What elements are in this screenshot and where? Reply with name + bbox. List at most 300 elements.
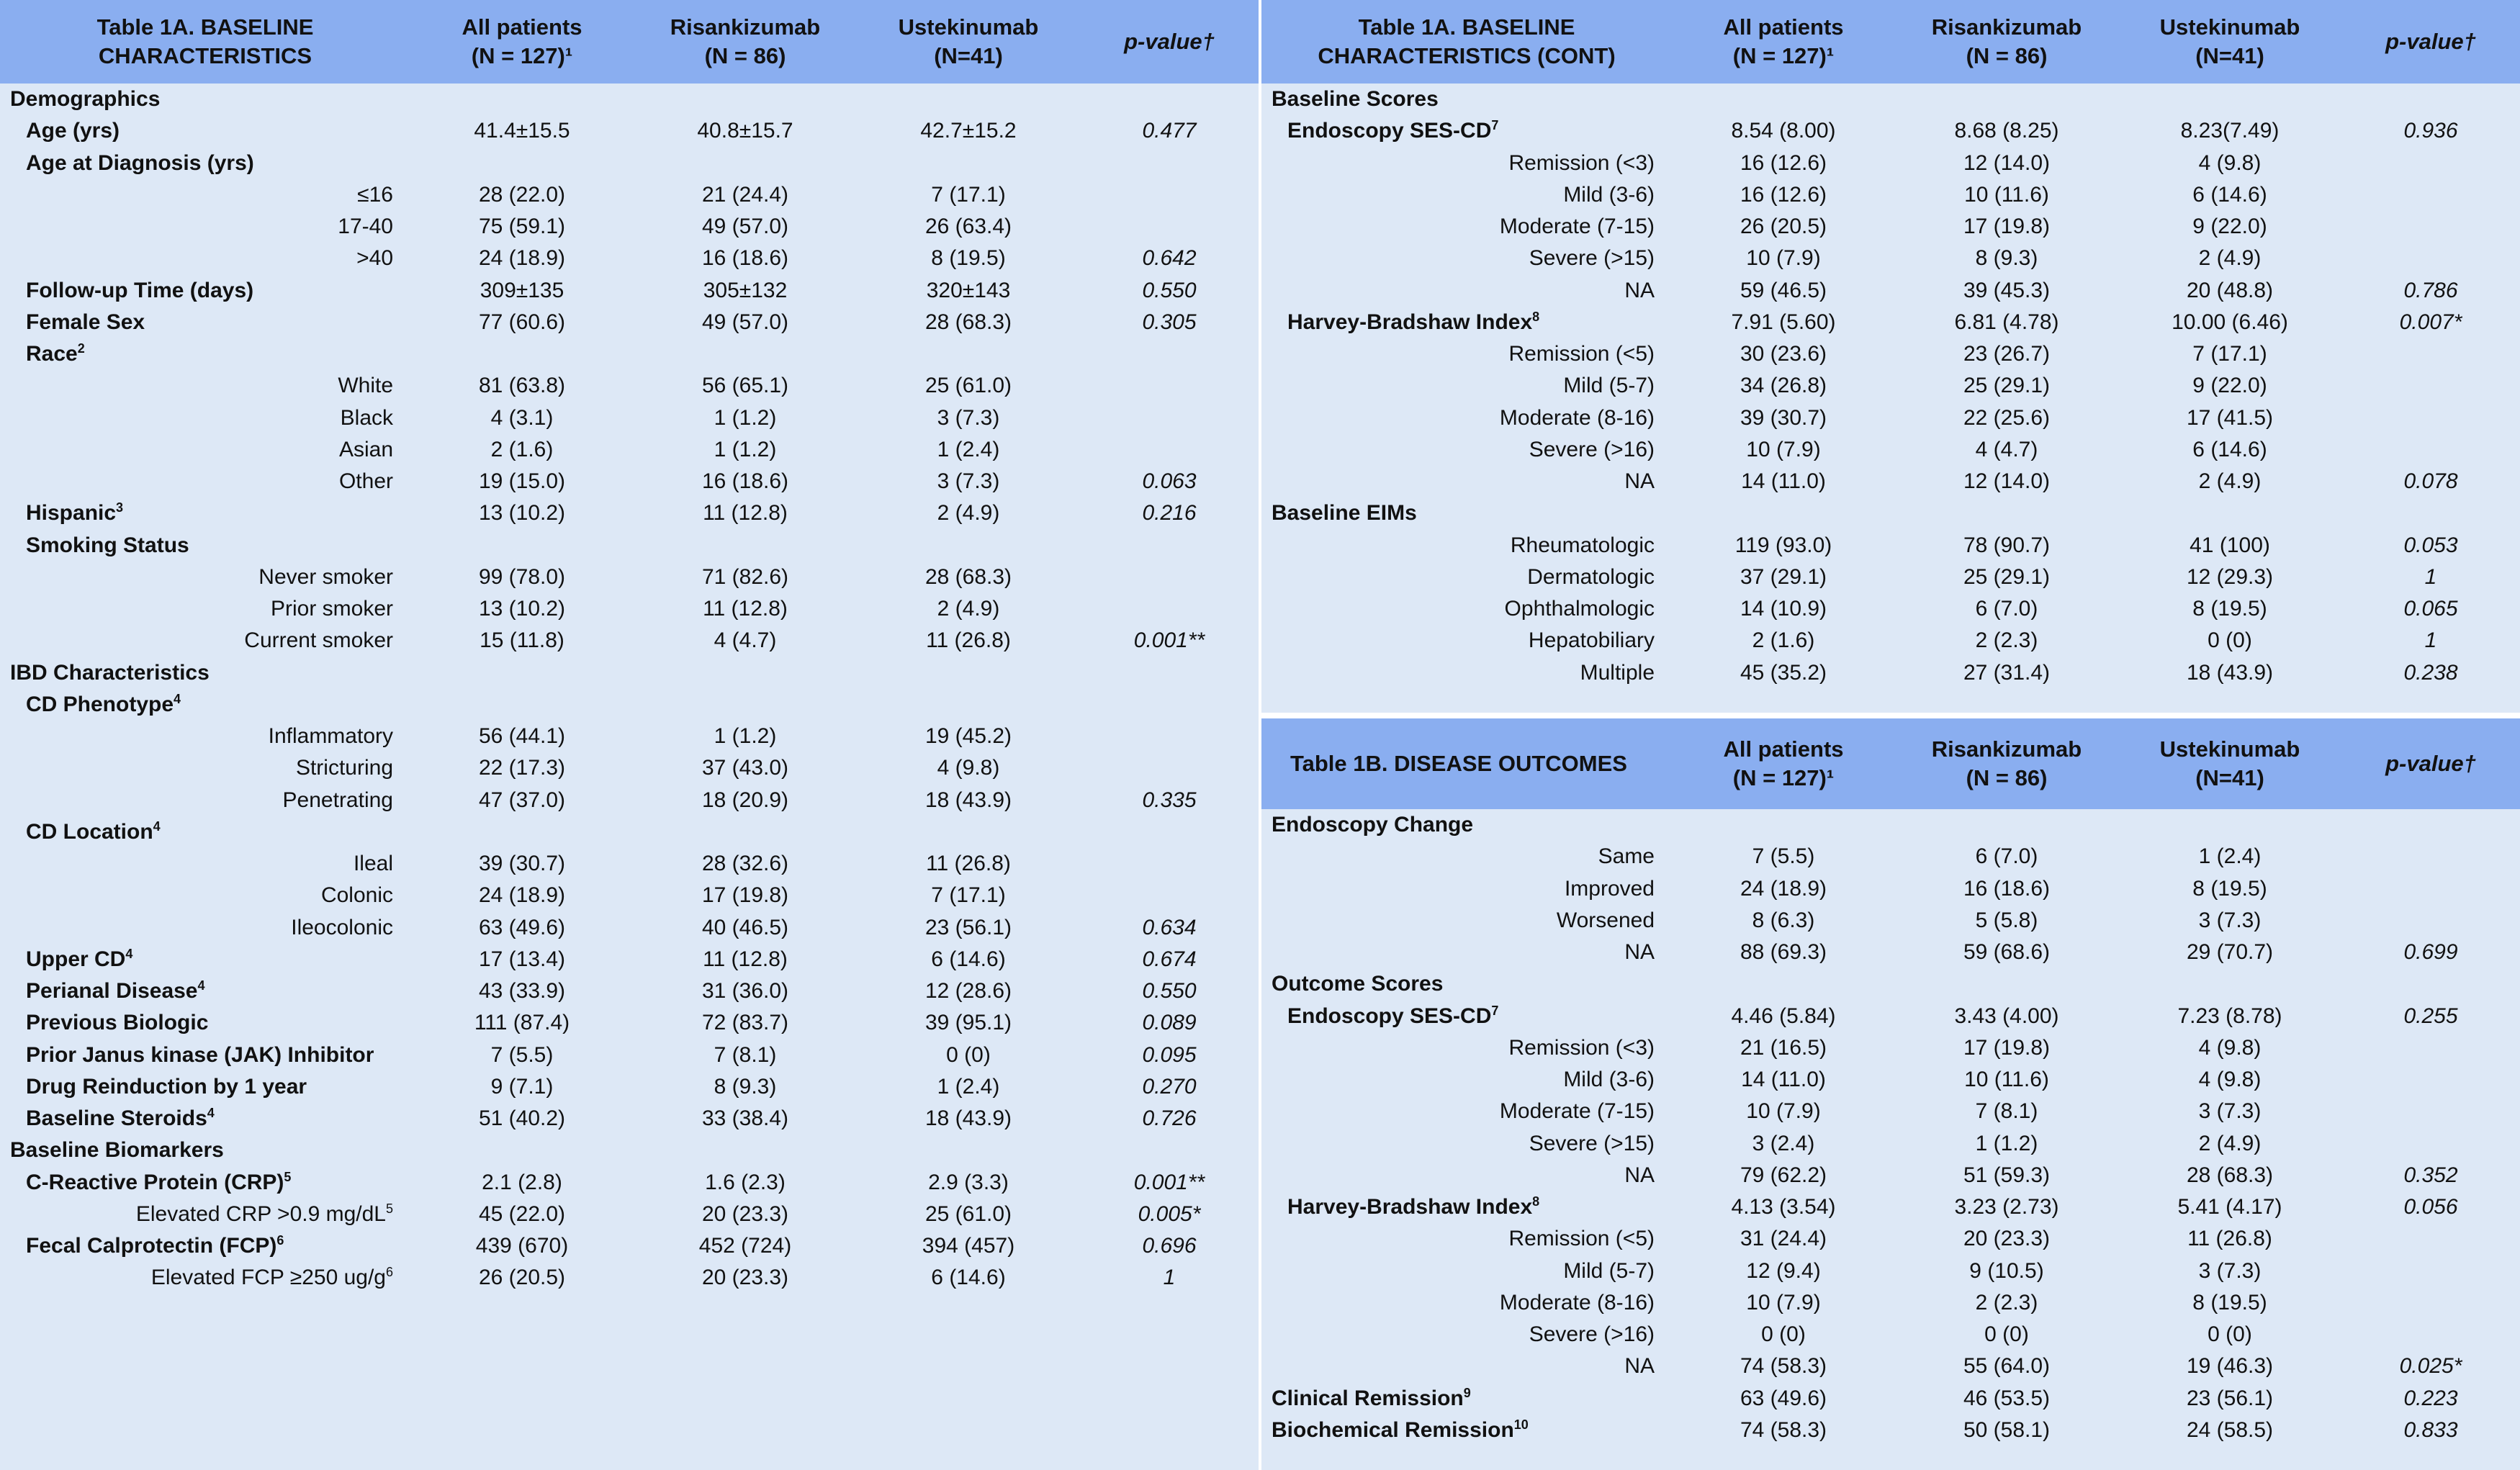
table-row — [0, 466, 1259, 497]
p-value: 0.477 — [1142, 119, 1197, 143]
table-row — [0, 1135, 1259, 1166]
p-value: 0.007* — [2399, 310, 2462, 334]
risankizumab-value: 4 (4.7) — [1975, 437, 2038, 461]
row-label — [1261, 562, 1672, 593]
table-row — [0, 530, 1259, 562]
row-label-text: Hispanic — [26, 501, 117, 526]
row-label — [1261, 1001, 1672, 1032]
row-label-text: Baseline EIMs — [1272, 501, 1417, 526]
risankizumab-value: 56 (65.1) — [701, 374, 789, 398]
table-1a-body — [0, 84, 1259, 1294]
table-row — [0, 1199, 1259, 1230]
footnote-marker: 3 — [116, 500, 124, 515]
row-label-text: NA — [1624, 940, 1655, 965]
p-value — [2341, 179, 2520, 211]
risankizumab-value: 71 (82.6) — [701, 564, 789, 589]
risankizumab-value — [634, 338, 857, 370]
ustekinumab-value: 4 (9.8) — [937, 756, 1000, 780]
all-patients-value: 10 (7.9) — [1746, 1099, 1821, 1124]
row-label-text: ≤16 — [357, 182, 393, 207]
row-label — [0, 1262, 410, 1294]
row-label-text: Remission (<3) — [1508, 1035, 1655, 1060]
risankizumab-value — [634, 148, 857, 179]
p-value: 1 — [2424, 564, 2437, 589]
risankizumab-value — [634, 1135, 857, 1166]
ustekinumab-value: 6 (14.6) — [931, 1266, 1006, 1290]
p-value — [1080, 84, 1259, 115]
p-value — [2341, 1064, 2520, 1096]
row-label-text: Baseline Scores — [1272, 87, 1439, 112]
row-label — [0, 1135, 410, 1166]
ustekinumab-value: 8 (19.5) — [2192, 876, 2267, 901]
ustekinumab-value: 25 (61.0) — [924, 1201, 1012, 1226]
ustekinumab-value: 7 (17.1) — [2192, 342, 2267, 366]
row-label — [1261, 841, 1672, 872]
table-row — [0, 1071, 1259, 1103]
p-value — [2341, 905, 2520, 937]
all-patients-value: 37 (29.1) — [1740, 564, 1827, 589]
ustekinumab-value: 18 (43.9) — [924, 788, 1012, 812]
all-patients-value: 16 (12.6) — [1740, 182, 1827, 207]
table-1b-title: Table 1B. DISEASE OUTCOMES — [1290, 751, 1627, 776]
p-value: 0.642 — [1142, 246, 1197, 271]
ustekinumab-value: 29 (70.7) — [2186, 940, 2274, 965]
all-patients-value: 24 (18.9) — [478, 246, 566, 271]
p-value: 0.305 — [1142, 310, 1197, 334]
row-label-text: Previous Biologic — [26, 1011, 209, 1035]
ustekinumab-value: 2 (4.9) — [2198, 246, 2262, 271]
all-patients-value: 30 (23.6) — [1740, 342, 1827, 366]
table-row — [1261, 905, 2520, 937]
row-label — [0, 148, 410, 179]
p-value — [2341, 243, 2520, 274]
all-patients-value: 21 (16.5) — [1740, 1035, 1827, 1060]
risankizumab-value: 8.68 (8.25) — [1954, 119, 2059, 143]
ustekinumab-value: 2 (4.9) — [937, 501, 1000, 526]
row-label — [0, 562, 410, 593]
p-value — [1080, 689, 1259, 721]
row-label-text: Demographics — [10, 87, 161, 112]
p-value — [2341, 1128, 2520, 1160]
table-row — [1261, 873, 2520, 905]
table-row — [0, 211, 1259, 243]
row-label-text: IBD Characteristics — [10, 660, 210, 685]
table-row — [0, 148, 1259, 179]
ustekinumab-value: 8.23(7.49) — [2180, 119, 2280, 143]
risankizumab-value: 3.23 (2.73) — [1954, 1195, 2059, 1219]
table-row — [0, 785, 1259, 816]
all-patients-value — [1672, 84, 1895, 115]
row-label-text: Moderate (8-16) — [1499, 405, 1655, 430]
risankizumab-value: 6.81 (4.78) — [1954, 310, 2059, 334]
table-row — [0, 1103, 1259, 1135]
row-label — [1261, 1032, 1672, 1064]
all-patients-value: 31 (24.4) — [1740, 1227, 1827, 1251]
table-row — [1261, 1191, 2520, 1223]
footnote-marker: 5 — [284, 1169, 292, 1184]
ustekinumab-value: 2.9 (3.3) — [928, 1170, 1009, 1194]
table-row — [1261, 1415, 2520, 1446]
table-row — [1261, 968, 2520, 1000]
row-label — [0, 689, 410, 721]
ustekinumab-value: 8 (19.5) — [931, 246, 1006, 271]
ustekinumab-value: 5.41 (4.17) — [2177, 1195, 2282, 1219]
all-patients-value: 13 (10.2) — [478, 501, 566, 526]
ustekinumab-value: 1 (2.4) — [937, 437, 1000, 461]
risankizumab-value — [634, 657, 857, 689]
p-value — [2341, 434, 2520, 466]
row-label-text: Dermatologic — [1527, 564, 1655, 589]
table-row — [0, 848, 1259, 880]
row-label-text: Other — [338, 469, 393, 494]
ustekinumab-value: 0 (0) — [946, 1042, 991, 1067]
col-all-patients: All patients (N = 127)¹ — [1723, 14, 1844, 68]
ustekinumab-value: 24 (58.5) — [2186, 1417, 2274, 1442]
ustekinumab-value: 4 (9.8) — [2198, 1068, 2262, 1092]
all-patients-value: 41.4±15.5 — [474, 119, 570, 143]
p-value: 0.025* — [2399, 1354, 2462, 1379]
row-label — [0, 912, 410, 944]
all-patients-value — [410, 1135, 634, 1166]
row-label — [1261, 1096, 1672, 1127]
table-row — [1261, 466, 2520, 497]
p-value: 0.238 — [2403, 660, 2458, 685]
row-label-text: Outcome Scores — [1272, 972, 1444, 996]
row-label-text: C-Reactive Protein (CRP) — [26, 1170, 284, 1194]
p-value — [2341, 84, 2520, 115]
p-value — [1080, 179, 1259, 211]
row-label-text: White — [338, 374, 393, 398]
all-patients-value: 7 (5.5) — [1752, 844, 1815, 869]
ustekinumab-value: 19 (45.2) — [924, 724, 1012, 749]
risankizumab-value: 16 (18.6) — [701, 246, 789, 271]
row-label — [0, 880, 410, 911]
p-value: 0.078 — [2403, 469, 2458, 494]
all-patients-value: 39 (30.7) — [1740, 405, 1827, 430]
row-label-text: Asian — [338, 437, 393, 461]
footnote-marker: 6 — [276, 1233, 284, 1248]
risankizumab-value: 7 (8.1) — [1975, 1099, 2038, 1124]
all-patients-value: 17 (13.4) — [478, 947, 566, 971]
row-label — [1261, 148, 1672, 179]
ustekinumab-value — [857, 84, 1080, 115]
row-label — [0, 816, 410, 848]
table-row — [0, 243, 1259, 274]
table-row — [1261, 434, 2520, 466]
p-value — [1080, 148, 1259, 179]
p-value: 0.089 — [1142, 1011, 1197, 1035]
row-label-text: Severe (>15) — [1529, 246, 1655, 271]
table-1a-cont-title: Table 1A. BASELINE CHARACTERISTICS (CONT) — [1318, 14, 1616, 68]
p-value: 0.095 — [1142, 1042, 1197, 1067]
col-p-value: p-value† — [2385, 29, 2476, 54]
row-label-text: Same — [1598, 844, 1655, 869]
row-label — [0, 1199, 410, 1230]
all-patients-value: 34 (26.8) — [1740, 374, 1827, 398]
ustekinumab-value: 20 (48.8) — [2186, 278, 2274, 302]
ustekinumab-value: 28 (68.3) — [2186, 1163, 2274, 1187]
ustekinumab-value — [857, 530, 1080, 562]
table-row — [0, 975, 1259, 1007]
risankizumab-value: 51 (59.3) — [1963, 1163, 2051, 1187]
row-label-text: Female Sex — [26, 310, 145, 334]
table-row — [1261, 370, 2520, 402]
ustekinumab-value: 6 (14.6) — [931, 947, 1006, 971]
all-patients-value: 74 (58.3) — [1740, 1417, 1827, 1442]
col-risankizumab: Risankizumab (N = 86) — [670, 14, 821, 68]
table-1b-header-row — [1261, 718, 2520, 809]
row-label — [0, 1007, 410, 1039]
table-1a-cont — [1261, 0, 2520, 689]
footnote-marker: 4 — [174, 691, 181, 706]
risankizumab-value: 1 (1.2) — [714, 437, 777, 461]
p-value — [1080, 721, 1259, 752]
ustekinumab-value — [857, 689, 1080, 721]
p-value: 0.726 — [1142, 1106, 1197, 1131]
all-patients-value — [410, 657, 634, 689]
footnote-marker: 4 — [153, 819, 161, 834]
table-1a-title: Table 1A. BASELINE CHARACTERISTICS — [96, 14, 314, 68]
ustekinumab-value: 11 (26.8) — [2187, 1227, 2272, 1251]
p-value — [2341, 1255, 2520, 1287]
ustekinumab-value: 42.7±15.2 — [920, 119, 1017, 143]
risankizumab-value: 1 (1.2) — [714, 724, 777, 749]
row-label — [0, 1103, 410, 1135]
ustekinumab-value: 3 (7.3) — [937, 469, 1000, 494]
ustekinumab-value — [857, 657, 1080, 689]
p-value: 0.696 — [1142, 1234, 1197, 1258]
p-value — [1080, 211, 1259, 243]
ustekinumab-value: 394 (457) — [922, 1234, 1015, 1258]
risankizumab-value — [634, 530, 857, 562]
risankizumab-value: 18 (20.9) — [701, 788, 789, 812]
all-patients-value: 15 (11.8) — [480, 628, 564, 653]
row-label-text: CD Phenotype — [26, 692, 174, 716]
table-row — [1261, 211, 2520, 243]
risankizumab-value: 59 (68.6) — [1963, 940, 2051, 965]
row-label — [1261, 243, 1672, 274]
row-label-text: Colonic — [320, 883, 393, 908]
ustekinumab-value: 41 (100) — [2190, 533, 2270, 557]
ustekinumab-value — [2118, 968, 2341, 1000]
all-patients-value: 119 (93.0) — [1734, 533, 1832, 557]
footnote-marker: 4 — [197, 978, 205, 993]
p-value — [1080, 880, 1259, 911]
row-label-text: Upper CD — [26, 947, 126, 971]
p-value: 0.833 — [2403, 1417, 2458, 1442]
row-label — [1261, 338, 1672, 370]
risankizumab-value: 49 (57.0) — [701, 310, 789, 334]
row-label-text: Severe (>16) — [1529, 437, 1655, 461]
ustekinumab-value — [857, 816, 1080, 848]
row-label-text: Prior smoker — [270, 597, 393, 621]
risankizumab-value: 4 (4.7) — [714, 628, 777, 653]
all-patients-value: 2 (1.6) — [1752, 628, 1815, 653]
row-label-text: >40 — [356, 246, 393, 271]
p-value — [1080, 752, 1259, 784]
p-value: 1 — [1163, 1266, 1176, 1290]
row-label — [1261, 84, 1672, 115]
table-row — [0, 880, 1259, 911]
risankizumab-value — [1895, 809, 2118, 841]
table-row — [0, 497, 1259, 529]
ustekinumab-value: 7.23 (8.78) — [2177, 1004, 2282, 1028]
all-patients-value: 3 (2.4) — [1752, 1131, 1815, 1155]
ustekinumab-value: 1 (2.4) — [937, 1074, 1000, 1099]
p-value — [1080, 848, 1259, 880]
row-label — [0, 975, 410, 1007]
table-row — [1261, 338, 2520, 370]
p-value — [2341, 1032, 2520, 1064]
ustekinumab-value — [2118, 809, 2341, 841]
row-label-text: Improved — [1564, 876, 1655, 901]
row-label — [0, 497, 410, 529]
row-label-text: Mild (3-6) — [1563, 182, 1655, 207]
p-value: 0.550 — [1142, 278, 1197, 302]
all-patients-value — [1672, 968, 1895, 1000]
risankizumab-value: 12 (14.0) — [1963, 469, 2051, 494]
p-value: 0.063 — [1142, 469, 1197, 494]
all-patients-value — [410, 530, 634, 562]
row-label — [0, 944, 410, 975]
all-patients-value: 45 (35.2) — [1740, 660, 1827, 685]
all-patients-value: 9 (7.1) — [490, 1074, 554, 1099]
table-1a-panel — [0, 0, 1259, 1470]
ustekinumab-value: 28 (68.3) — [924, 310, 1012, 334]
table-row — [1261, 402, 2520, 434]
risankizumab-value: 8 (9.3) — [714, 1074, 777, 1099]
ustekinumab-value: 0 (0) — [2208, 1322, 2252, 1347]
ustekinumab-value: 17 (41.5) — [2186, 405, 2274, 430]
table-row — [1261, 84, 2520, 115]
all-patients-value — [410, 689, 634, 721]
ustekinumab-value: 320±143 — [926, 278, 1011, 302]
risankizumab-value: 12 (14.0) — [1963, 150, 2051, 175]
table-row — [0, 434, 1259, 466]
table-row — [1261, 1287, 2520, 1319]
p-value — [1080, 657, 1259, 689]
row-label — [1261, 968, 1672, 1000]
footnote-marker: 10 — [1513, 1417, 1529, 1432]
row-label-text: Elevated CRP >0.9 mg/dL — [135, 1201, 386, 1226]
p-value — [2341, 841, 2520, 872]
all-patients-value: 63 (49.6) — [478, 915, 566, 939]
row-label — [1261, 937, 1672, 968]
row-label — [0, 1230, 410, 1262]
ustekinumab-value — [2118, 84, 2341, 115]
risankizumab-value: 46 (53.5) — [1963, 1386, 2051, 1410]
p-value: 0.335 — [1142, 788, 1197, 812]
row-label — [1261, 809, 1672, 841]
row-label-text: Endoscopy Change — [1272, 813, 1474, 837]
ustekinumab-value: 10.00 (6.46) — [2172, 310, 2288, 334]
all-patients-value: 0 (0) — [1761, 1322, 1806, 1347]
all-patients-value: 24 (18.9) — [478, 883, 566, 908]
all-patients-value: 79 (62.2) — [1740, 1163, 1827, 1187]
row-label — [1261, 1415, 1672, 1446]
row-label — [0, 243, 410, 274]
table-row — [1261, 275, 2520, 307]
row-label — [1261, 1191, 1672, 1223]
ustekinumab-value: 18 (43.9) — [924, 1106, 1012, 1131]
risankizumab-value: 28 (32.6) — [701, 852, 789, 876]
row-label — [1261, 1064, 1672, 1096]
table-row — [1261, 562, 2520, 593]
row-label-text: Follow-up Time (days) — [26, 278, 254, 302]
all-patients-value: 74 (58.3) — [1740, 1354, 1827, 1379]
footnote-marker: 6 — [385, 1265, 393, 1280]
all-patients-value: 4 (3.1) — [490, 405, 554, 430]
table-row — [0, 338, 1259, 370]
row-label-text: Ileal — [353, 852, 393, 876]
row-label — [0, 1040, 410, 1071]
p-value — [1080, 338, 1259, 370]
row-label-text: NA — [1624, 1354, 1655, 1379]
table-row — [0, 307, 1259, 338]
p-value: 0.056 — [2403, 1195, 2458, 1219]
row-label — [1261, 625, 1672, 657]
p-value — [1080, 434, 1259, 466]
row-label — [0, 752, 410, 784]
risankizumab-value: 7 (8.1) — [714, 1042, 777, 1067]
ustekinumab-value: 3 (7.3) — [2198, 1258, 2262, 1283]
all-patients-value: 56 (44.1) — [478, 724, 566, 749]
row-label — [1261, 1350, 1672, 1382]
row-label-text: Mild (5-7) — [1563, 1258, 1655, 1283]
risankizumab-value: 3.43 (4.00) — [1954, 1004, 2059, 1028]
row-label-text: Harvey-Bradshaw Index — [1287, 1195, 1533, 1219]
row-label-text: Prior Janus kinase (JAK) Inhibitor — [26, 1042, 374, 1067]
ustekinumab-value — [857, 1135, 1080, 1166]
p-value — [2341, 148, 2520, 179]
risankizumab-value: 2 (2.3) — [1975, 1290, 2038, 1315]
risankizumab-value: 33 (38.4) — [701, 1106, 789, 1131]
row-label-text: Ophthalmologic — [1504, 597, 1655, 621]
ustekinumab-value: 12 (28.6) — [924, 979, 1012, 1004]
all-patients-value: 77 (60.6) — [478, 310, 566, 334]
risankizumab-value: 10 (11.6) — [1964, 182, 2049, 207]
table-row — [1261, 115, 2520, 147]
table-row — [1261, 1383, 2520, 1415]
risankizumab-value: 6 (7.0) — [1975, 597, 2038, 621]
risankizumab-value: 31 (36.0) — [701, 979, 789, 1004]
risankizumab-value: 452 (724) — [698, 1234, 792, 1258]
p-value: 0.001** — [1133, 1170, 1205, 1194]
risankizumab-value: 78 (90.7) — [1963, 533, 2051, 557]
table-row — [0, 402, 1259, 434]
table-row — [1261, 307, 2520, 338]
ustekinumab-value: 4 (9.8) — [2198, 1035, 2262, 1060]
risankizumab-value: 16 (18.6) — [1963, 876, 2051, 901]
risankizumab-value — [634, 84, 857, 115]
table-1a-cont-panel — [1261, 0, 2520, 713]
row-label-text: Never smoker — [258, 564, 393, 589]
footnote-marker: 7 — [1491, 1003, 1499, 1018]
footnote-marker: 4 — [125, 946, 133, 961]
footnote-marker: 4 — [207, 1106, 215, 1121]
table-row — [0, 912, 1259, 944]
all-patients-value: 43 (33.9) — [478, 979, 566, 1004]
row-label-text: Rheumatologic — [1510, 533, 1655, 557]
row-label-text: Harvey-Bradshaw Index — [1287, 310, 1533, 334]
all-patients-value — [1672, 809, 1895, 841]
ustekinumab-value: 18 (43.9) — [2186, 660, 2274, 685]
row-label — [1261, 275, 1672, 307]
ustekinumab-value — [2118, 497, 2341, 529]
all-patients-value: 24 (18.9) — [1740, 876, 1827, 901]
row-label-text: Moderate (7-15) — [1499, 215, 1655, 239]
row-label-text: Severe (>16) — [1529, 1322, 1655, 1347]
